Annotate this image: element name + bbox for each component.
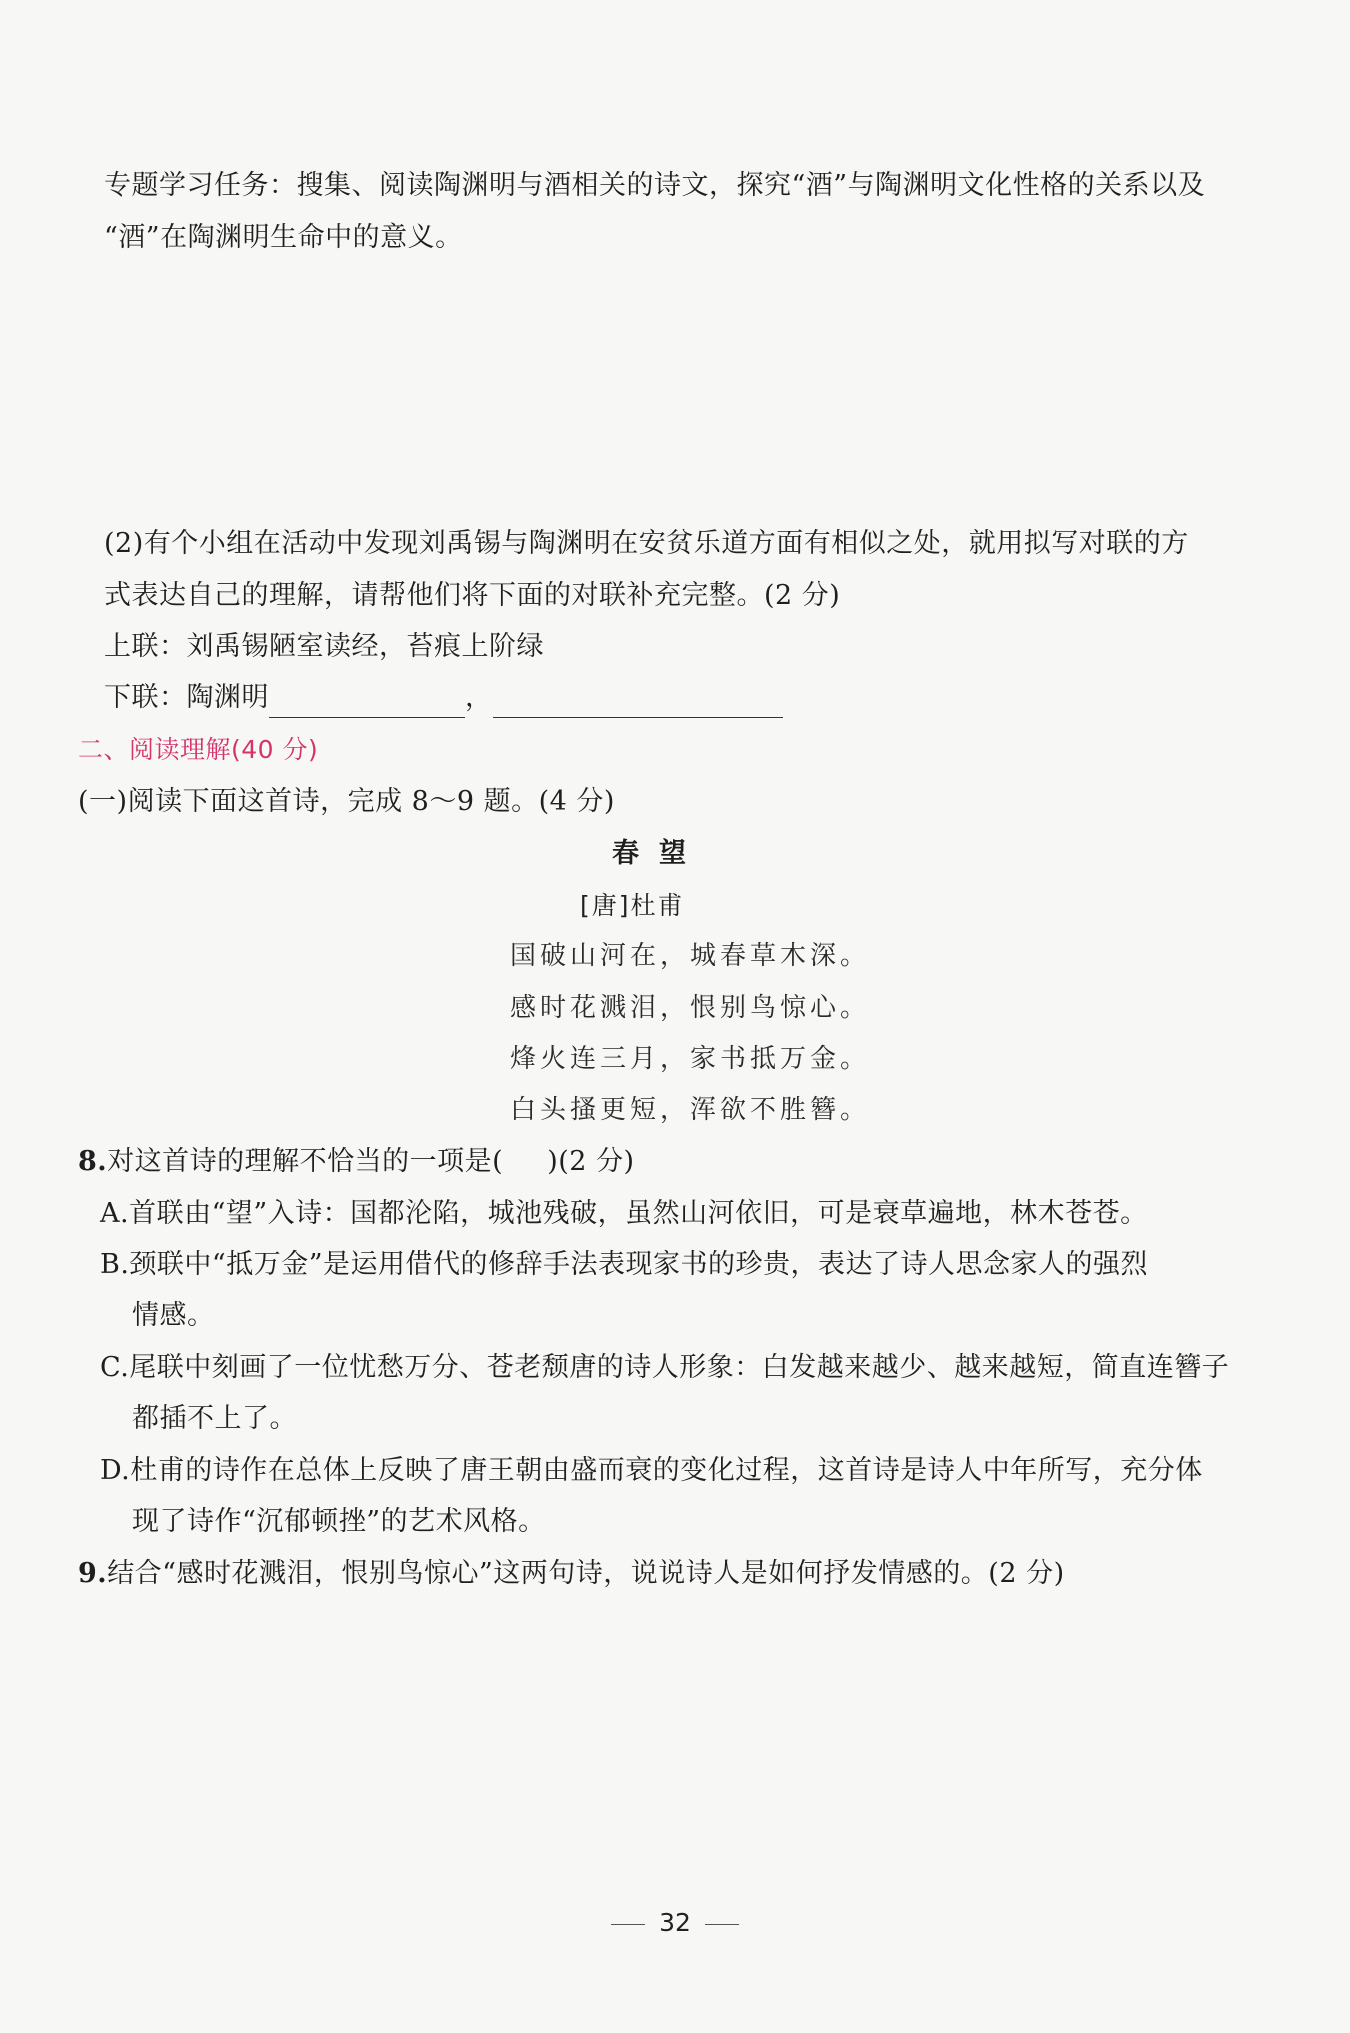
q8-option-b-line2: 情感。	[132, 1300, 215, 1331]
poem-author: [唐]杜甫	[580, 891, 685, 920]
couplet-lower	[104, 678, 783, 718]
poem-line-2: 感时花溅泪，恨别鸟惊心。	[510, 993, 871, 1023]
page-number	[0, 1908, 1350, 1937]
section-sub-instruction: (一)阅读下面这首诗，完成 8～9 题。(4 分)	[78, 786, 615, 817]
q9-number: 9.	[78, 1558, 108, 1589]
couplet-lower-comma: ，	[465, 682, 493, 713]
q8-stem-text-a: 对这首诗的理解不恰当的一项是(	[107, 1146, 504, 1177]
q9-stem	[78, 1554, 1065, 1594]
q7-part2-line2: 式表达自己的理解，请帮他们将下面的对联补充完整。(2 分)	[104, 580, 841, 611]
q8-option-b-line1: B.颈联中“抵万金”是运用借代的修辞手法表现家书的珍贵，表达了诗人思念家人的强烈	[100, 1249, 1149, 1280]
q8-option-d-line2: 现了诗作“沉郁顿挫”的艺术风格。	[132, 1506, 546, 1537]
page-number-text: 32	[659, 1908, 691, 1937]
q8-option-d-line1: D.杜甫的诗作在总体上反映了唐王朝由盛而衰的变化过程，这首诗是诗人中年所写，充分体	[100, 1455, 1203, 1486]
q8-option-c-line1: C.尾联中刻画了一位忧愁万分、苍老颓唐的诗人形象：白发越来越少、越来越短，简直连簪子	[100, 1352, 1230, 1383]
couplet-upper: 上联：刘禹锡陋室读经，苔痕上阶绿	[104, 631, 544, 662]
poem-title: 春望	[612, 838, 706, 869]
q8-stem-text-b: )(2 分)	[547, 1146, 635, 1177]
couplet-lower-prefix: 下联：陶渊明	[104, 682, 269, 713]
page-number-dash-left	[611, 1924, 645, 1925]
q7-part2-line1: (2)有个小组在活动中发现刘禹锡与陶渊明在安贫乐道方面有相似之处，就用拟写对联的方	[104, 528, 1189, 559]
task-intro-line2: “酒”在陶渊明生命中的意义。	[104, 222, 463, 253]
poem-line-1: 国破山河在，城春草木深。	[510, 941, 871, 971]
q8-option-a: A.首联由“望”入诗：国都沦陷，城池残破，虽然山河依旧，可是衰草遍地，林木苍苍。	[100, 1198, 1148, 1229]
page-number-dash-right	[705, 1924, 739, 1925]
task-intro-line1: 专题学习任务：搜集、阅读陶渊明与酒相关的诗文，探究“酒”与陶渊明文化性格的关系以及	[104, 170, 1206, 201]
couplet-blank-2[interactable]	[493, 687, 783, 718]
q9-stem-text: 结合“感时花溅泪，恨别鸟惊心”这两句诗，说说诗人是如何抒发情感的。(2 分)	[107, 1558, 1065, 1589]
poem-line-4: 白头搔更短，浑欲不胜簪。	[510, 1095, 871, 1125]
q8-option-c-line2: 都插不上了。	[132, 1403, 297, 1434]
section-heading: 二、阅读理解(40 分)	[78, 735, 319, 764]
couplet-blank-1[interactable]	[269, 687, 465, 718]
poem-line-3: 烽火连三月，家书抵万金。	[510, 1044, 871, 1074]
q8-number: 8.	[78, 1146, 108, 1177]
q8-stem	[78, 1142, 635, 1182]
